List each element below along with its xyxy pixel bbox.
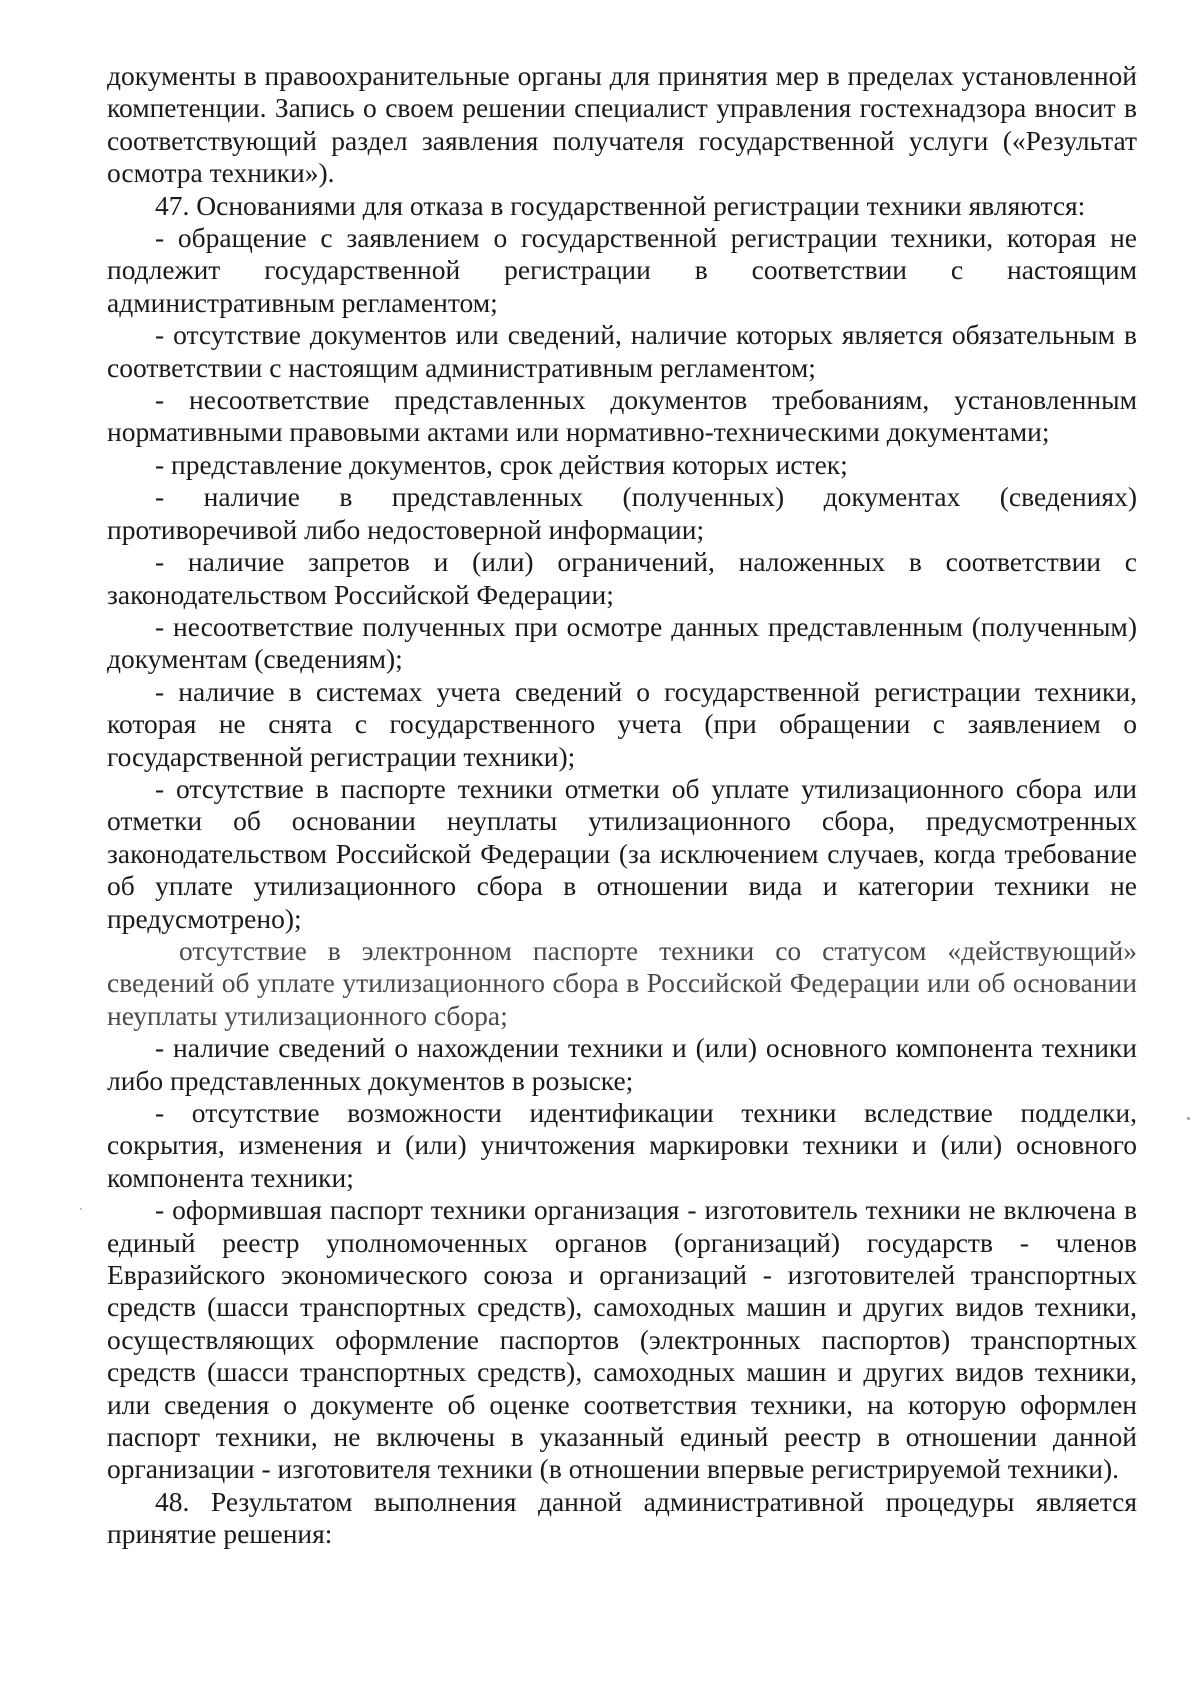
list-item-expired-documents: - представление документов, срок действия которых истек; [155, 448, 848, 480]
list-item-no-recycling-fee-mark: - отсутствие в паспорте техники отметки об уплате утилизационного сбора или отметки об основании неуплаты утилизационного сбора, предусмотренных законодательством Российской Федерации (за исключением случаев, когда требование об уплате утилизационного сбора в отношении вида и категории техники не предусмотрено); [107, 772, 1137, 934]
list-item-contradictory-information: - наличие в представленных (полученных) документах (сведениях) противоречивой либо недостоверной информации; [107, 481, 1137, 545]
paragraph-47-heading: 47. Основаниями для отказа в государственной регистрации техники являются: [155, 189, 1086, 221]
list-item-inspection-mismatch: - несоответствие полученных при осмотре данных представленным (полученным) документам (сведениям); [107, 610, 1137, 675]
list-item-not-subject-registration: - обращение с заявлением о государственной регистрации техники, которая не подлежит государственной регистрации в соответствии с настоящим административным регламентом; [107, 222, 1137, 318]
list-item-not-deregistered: - наличие в системах учета сведений о государственной регистрации техники, которая не снята с государственного учета (при обращении с заявлением о государственной регистрации техники); [107, 675, 1137, 772]
list-item-manufacturer-not-in-registry: - оформившая паспорт техники организация - изготовитель техники не включена в единый реестр уполномоченных органов (организаций) государств - членов Евразийского экономического союза и организаций - изготовителей транспортных средств (шасси транспортных средств), самоходных машин и других видов техники, осуществляющих оформление паспортов (электронных паспортов) транспортных средств (шасси транспортных средств), самоходных машин и других видов техники, или сведения о документе об оценке соответствия техники, на которую оформлен паспорт техники, не включены в указанный единый реестр в отношении данной организации - изготовителя техники (в отношении впервые регистрируемой техники). [107, 1194, 1137, 1485]
list-item-wanted-search: - наличие сведений о нахождении техники и (или) основного компонента техники либо представленных документов в розыске; [107, 1032, 1137, 1096]
paragraph-continuation: документы в правоохранительные органы для принятия мер в пределах установленной компетенции. Запись о своем решении специалист управления гостехнадзора вносит в соответствующий раздел заявления получателя государственной услуги («Результат осмотра техники»). [107, 60, 1137, 189]
scan-speck [80, 1208, 82, 1210]
list-item-prohibitions-restrictions: - наличие запретов и (или) ограничений, наложенных в соответствии с законодательством Российской Федерации; [107, 546, 1137, 610]
list-item-no-recycling-fee-electronic: отсутствие в электронном паспорте техники со статусом «действующий» сведений об уплате утилизационного сбора в Российской Федерации или об основании неуплаты утилизационного сбора; [107, 934, 1137, 1031]
list-item-missing-documents: - отсутствие документов или сведений, наличие которых является обязательным в соответствии с настоящим административным регламентом; [107, 319, 1137, 383]
scan-speck [1187, 1117, 1190, 1120]
list-item-identification-impossible: - отсутствие возможности идентификации техники вследствие подделки, сокрытия, изменения и (или) уничтожения маркировки техники и (или) основного компонента техники; [107, 1097, 1137, 1193]
document-body [107, 60, 1137, 1551]
paragraph-48-result: 48. Результатом выполнения данной административной процедуры является принятие решения: [107, 1485, 1137, 1550]
list-item-nonconforming-documents: - несоответствие представленных документов требованиям, установленным нормативными правовыми актами или нормативно-техническими документами; [107, 384, 1137, 448]
